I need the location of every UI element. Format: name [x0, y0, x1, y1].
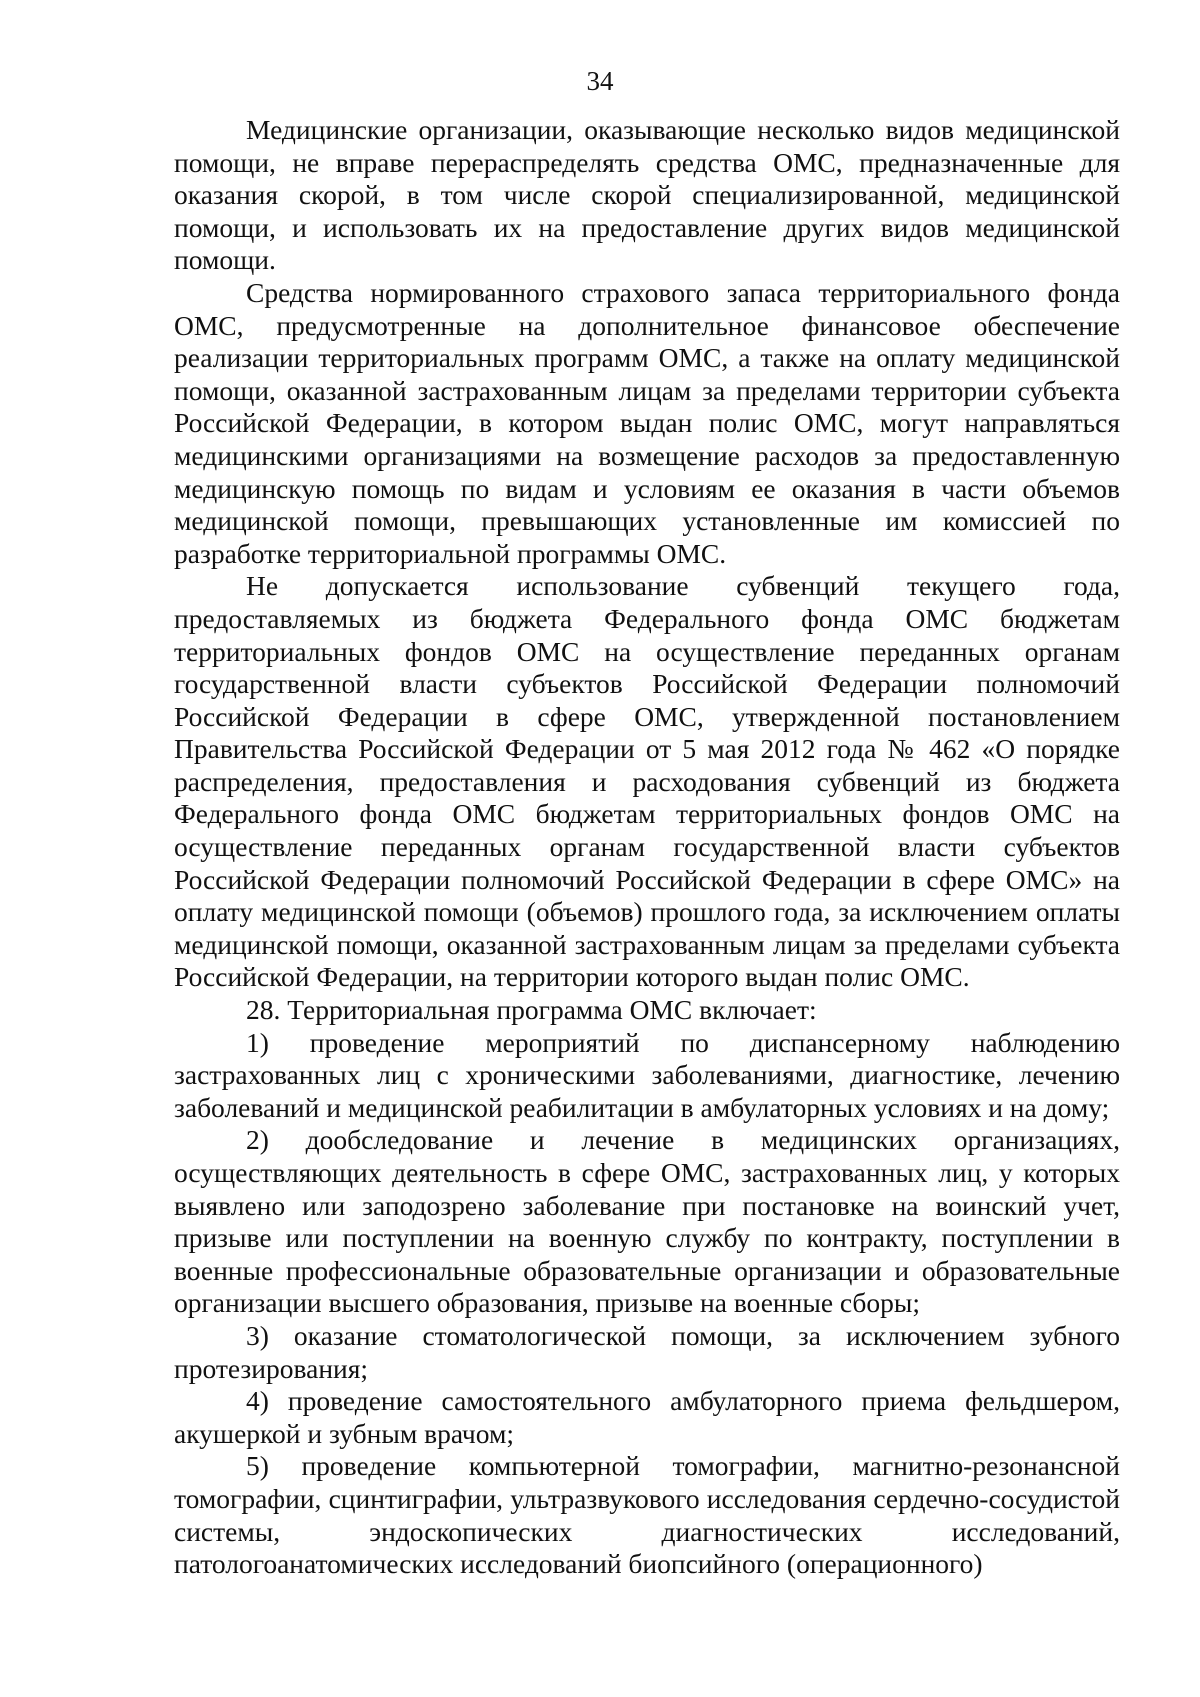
- paragraph-subventions: Не допускается использование субвенций текущего года, предоставляемых из бюджета Федерального фонда ОМС бюджетам территориальных фондов ОМС на осуществление переданных органам государственной власти субъектов Российской Федерации полномочий Российской Федерации в сфере ОМС, утвержденной постановлением Правительства Российской Федерации от 5 мая 2012 года № 462 «О порядке распределения, предоставления и расходования субвенций из бюджета Федерального фонда ОМС бюджетам территориальных фондов ОМС на осуществление переданных органам государственной власти субъектов Российской Федерации полномочий Российской Федерации в сфере ОМС» на оплату медицинской помощи (объемов) прошлого года, за исключением оплаты медицинской помощи, оказанной застрахованным лицам за пределами субъекта Российской Федерации, на территории которого выдан полис ОМС.: [174, 570, 1120, 993]
- paragraph-insurance-reserve: Средства нормированного страхового запаса территориального фонда ОМС, предусмотренные на дополнительное финансовое обеспечение реализации территориальных программ ОМС, а также на оплату медицинской помощи, оказанной застрахованным лицам за пределами территории субъекта Российской Федерации, в котором выдан полис ОМС, могут направляться медицинскими организациями на возмещение расходов за предоставленную медицинскую помощь по видам и условиям ее оказания в части объемов медицинской помощи, превышающих установленные им комиссией по разработке территориальной программы ОМС.: [174, 276, 1120, 569]
- page-number: 34: [586, 66, 614, 96]
- paragraph-funds-redistribution: Медицинские организации, оказывающие несколько видов медицинской помощи, не вправе перераспределять средства ОМС, предназначенные для оказания скорой, в том числе скорой специализированной, медицинской помощи, и использовать их на предоставление других видов медицинской помощи.: [174, 114, 1120, 276]
- list-item-3: 3) оказание стоматологической помощи, за исключением зубного протезирования;: [174, 1319, 1120, 1384]
- list-item-5: 5) проведение компьютерной томографии, магнитно-резонансной томографии, сцинтиграфии, ультразвукового исследования сердечно-сосудистой системы, эндоскопических диагностических исследований, патологоанатомических исследований биопсийного (операционного): [174, 1450, 1120, 1580]
- paragraph-item-28-heading: 28. Территориальная программа ОМС включает:: [246, 994, 817, 1026]
- list-item-1: 1) проведение мероприятий по диспансерному наблюдению застрахованных лиц с хроническими заболеваниями, диагностике, лечению заболеваний и медицинской реабилитации в амбулаторных условиях и на дому;: [174, 1026, 1120, 1123]
- list-item-4: 4) проведение самостоятельного амбулаторного приема фельдшером, акушеркой и зубным врачом;: [174, 1385, 1120, 1449]
- list-item-2: 2) дообследование и лечение в медицинских организациях, осуществляющих деятельность в сфере ОМС, застрахованных лиц, у которых выявлено или заподозрено заболевание при постановке на воинский учет, призыве или поступлении на военную службу по контракту, поступлении в военные профессиональные образовательные организации и образовательные организации высшего образования, призыве на военные сборы;: [174, 1124, 1120, 1319]
- document-body: [174, 114, 1120, 1581]
